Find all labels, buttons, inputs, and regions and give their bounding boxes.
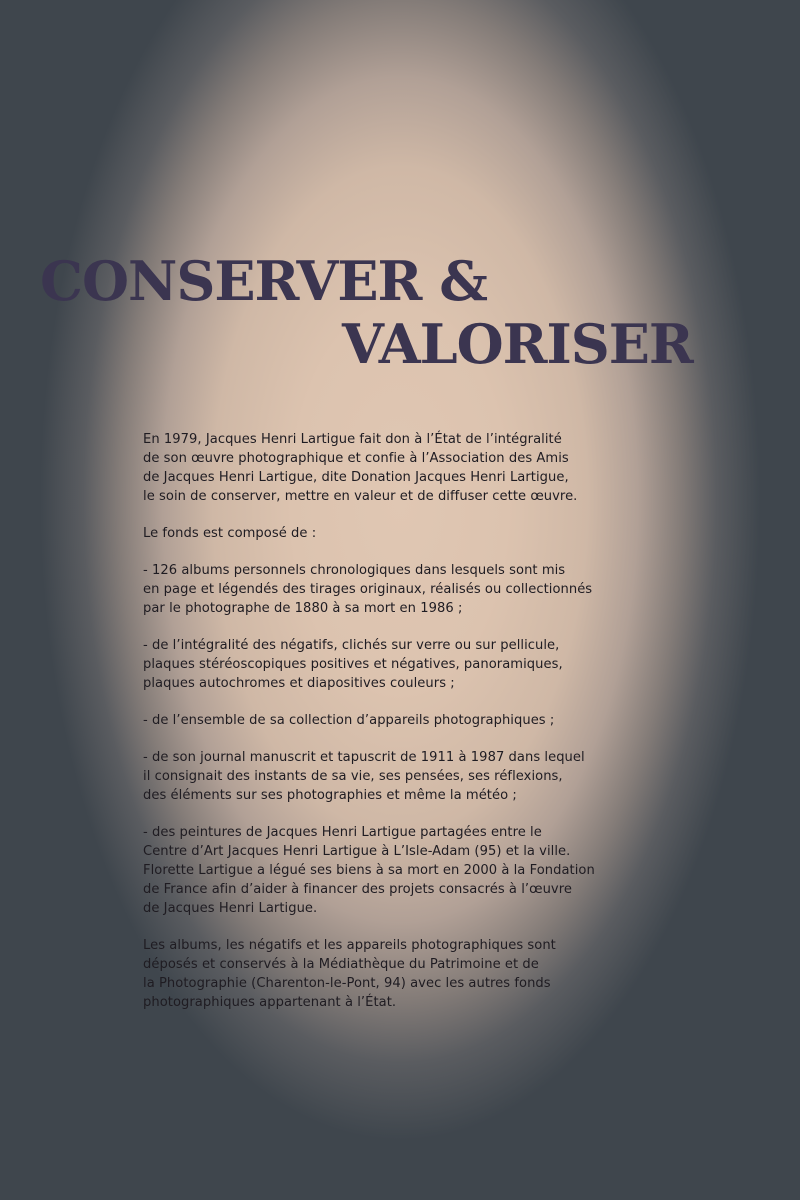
paragraph-paintings: - des peintures de Jacques Henri Lartigue partagées entre le Centre d’Art Jacques Henri Lartigue à L’Isle-Adam (95) et la ville. Florette Lartigue a légué ses biens à sa mort en 2000 à la Fondation de France afin d’aider à financer des projets consacrés à l’œuvre de Jacques Henri Lartigue. [143, 825, 595, 916]
title-line-2: VALORISER [342, 312, 693, 376]
paragraph-albums: - 126 albums personnels chronologiques dans lesquels sont mis en page et légendés des tirages originaux, réalisés ou collectionnés par le photographe de 1880 à sa mort en 1986 ; [143, 563, 593, 616]
title-line-1: CONSERVER & [40, 249, 487, 313]
paragraph-cameras: - de l’ensemble de sa collection d’appareils photographiques ; [143, 713, 555, 728]
paragraph-fonds-heading: Le fonds est composé de : [143, 526, 317, 541]
paragraph-intro: En 1979, Jacques Henri Lartigue fait don à l’État de l’intégralité de son œuvre photographique et confie à l’Association des Amis de Jacques Henri Lartigue, dite Donation Jacques Henri Lartigue, le soin de conserver, mettre en valeur et de diffuser cette œuvre. [143, 432, 578, 504]
paragraph-journal: - de son journal manuscrit et tapuscrit de 1911 à 1987 dans lequel il consignait des instants de sa vie, ses pensées, ses réflexions, des éléments sur ses photographies et même la météo ; [143, 750, 585, 803]
paragraph-deposit: Les albums, les négatifs et les appareils photographiques sont déposés et conservés à la Médiathèque du Patrimoine et de la Photographie (Charenton-le-Pont, 94) avec les autres fonds photographiques appartenant à l’État. [143, 938, 556, 1010]
paragraph-negatives: - de l’intégralité des négatifs, clichés sur verre ou sur pellicule, plaques stéréoscopiques positives et négatives, panoramiques, plaques autochromes et diapositives couleurs ; [143, 638, 563, 691]
wall-text-body [143, 430, 663, 1030]
